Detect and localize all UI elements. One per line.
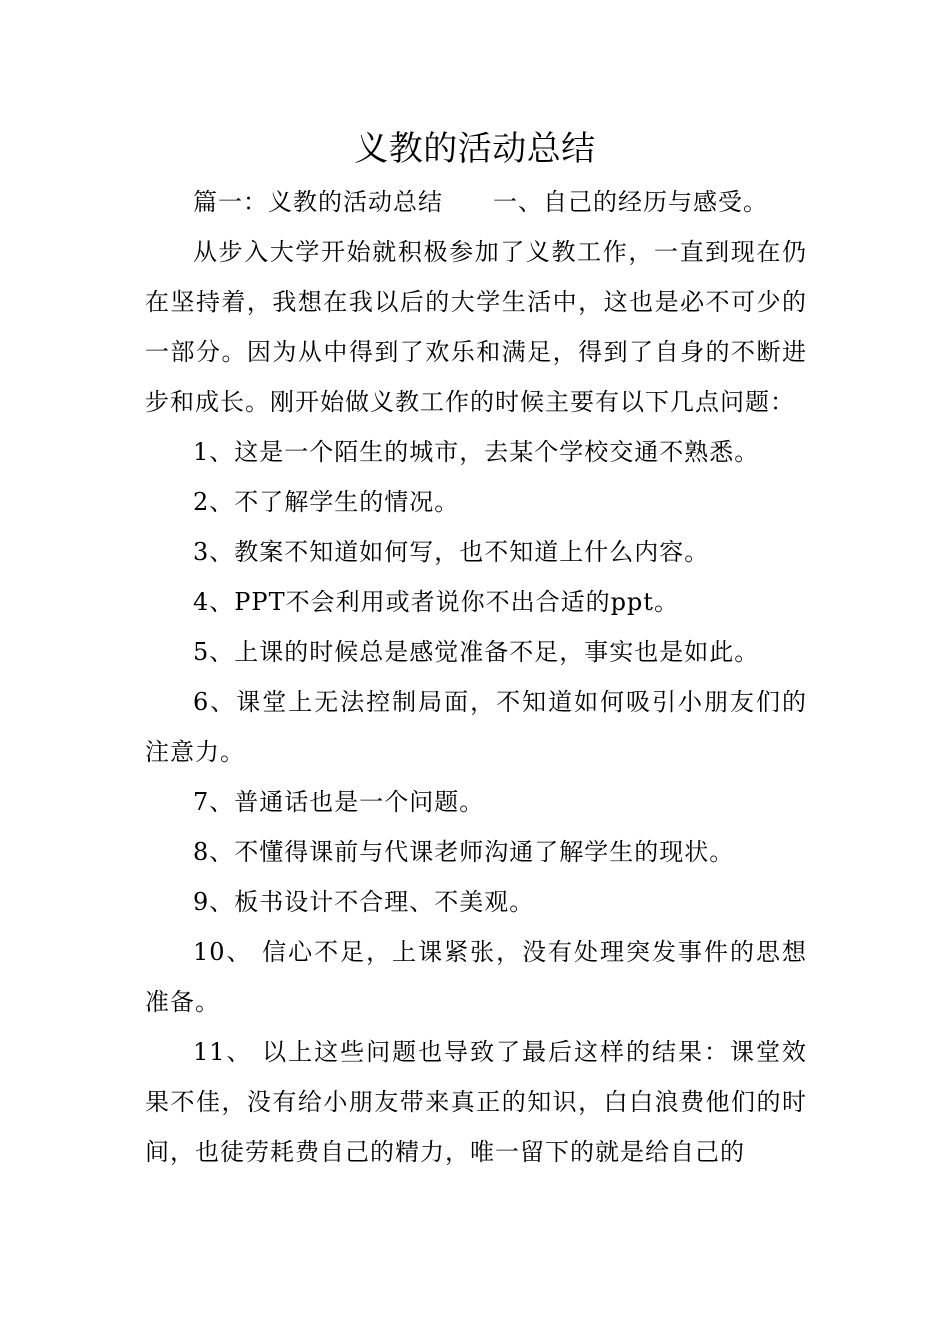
section-heading-paragraph: 篇一：义教的活动总结 一、自己的经历与感受。: [193, 188, 768, 216]
document-body: [145, 177, 807, 1177]
list-item-8: 8、不懂得课前与代课老师沟通了解学生的现状。: [193, 838, 735, 866]
list-item-3: 3、教案不知道如何写，也不知道上什么内容。: [193, 538, 710, 566]
list-item-7: 7、普通话也是一个问题。: [193, 788, 485, 816]
list-item-9: 9、板书设计不合理、不美观。: [193, 888, 535, 916]
list-item-11: 11、 以上这些问题也导致了最后这样的结果：课堂效果不佳，没有给小朋友带来真正的知识，白白浪费他们的时间，也徒劳耗费自己的精力，唯一留下的就是给自己的: [145, 1038, 807, 1166]
list-item-1: 1、这是一个陌生的城市，去某个学校交通不熟悉。: [193, 438, 760, 466]
list-item-6: 6、课堂上无法控制局面，不知道如何吸引小朋友们的注意力。: [145, 688, 807, 766]
list-item-4: 4、PPT不会利用或者说你不出合适的ppt。: [193, 588, 679, 616]
document-title: 义教的活动总结: [354, 129, 596, 169]
list-item-10: 10、 信心不足，上课紧张，没有处理突发事件的思想准备。: [145, 938, 807, 1016]
list-item-2: 2、不了解学生的情况。: [193, 488, 460, 516]
intro-paragraph: 从步入大学开始就积极参加了义教工作，一直到现在仍在坚持着，我想在我以后的大学生活中，这也是必不可少的一部分。因为从中得到了欢乐和满足，得到了自身的不断进步和成长。刚开始做义教工作的时候主要有以下几点问题：: [145, 238, 807, 416]
list-item-5: 5、上课的时候总是感觉准备不足，事实也是如此。: [193, 638, 760, 666]
